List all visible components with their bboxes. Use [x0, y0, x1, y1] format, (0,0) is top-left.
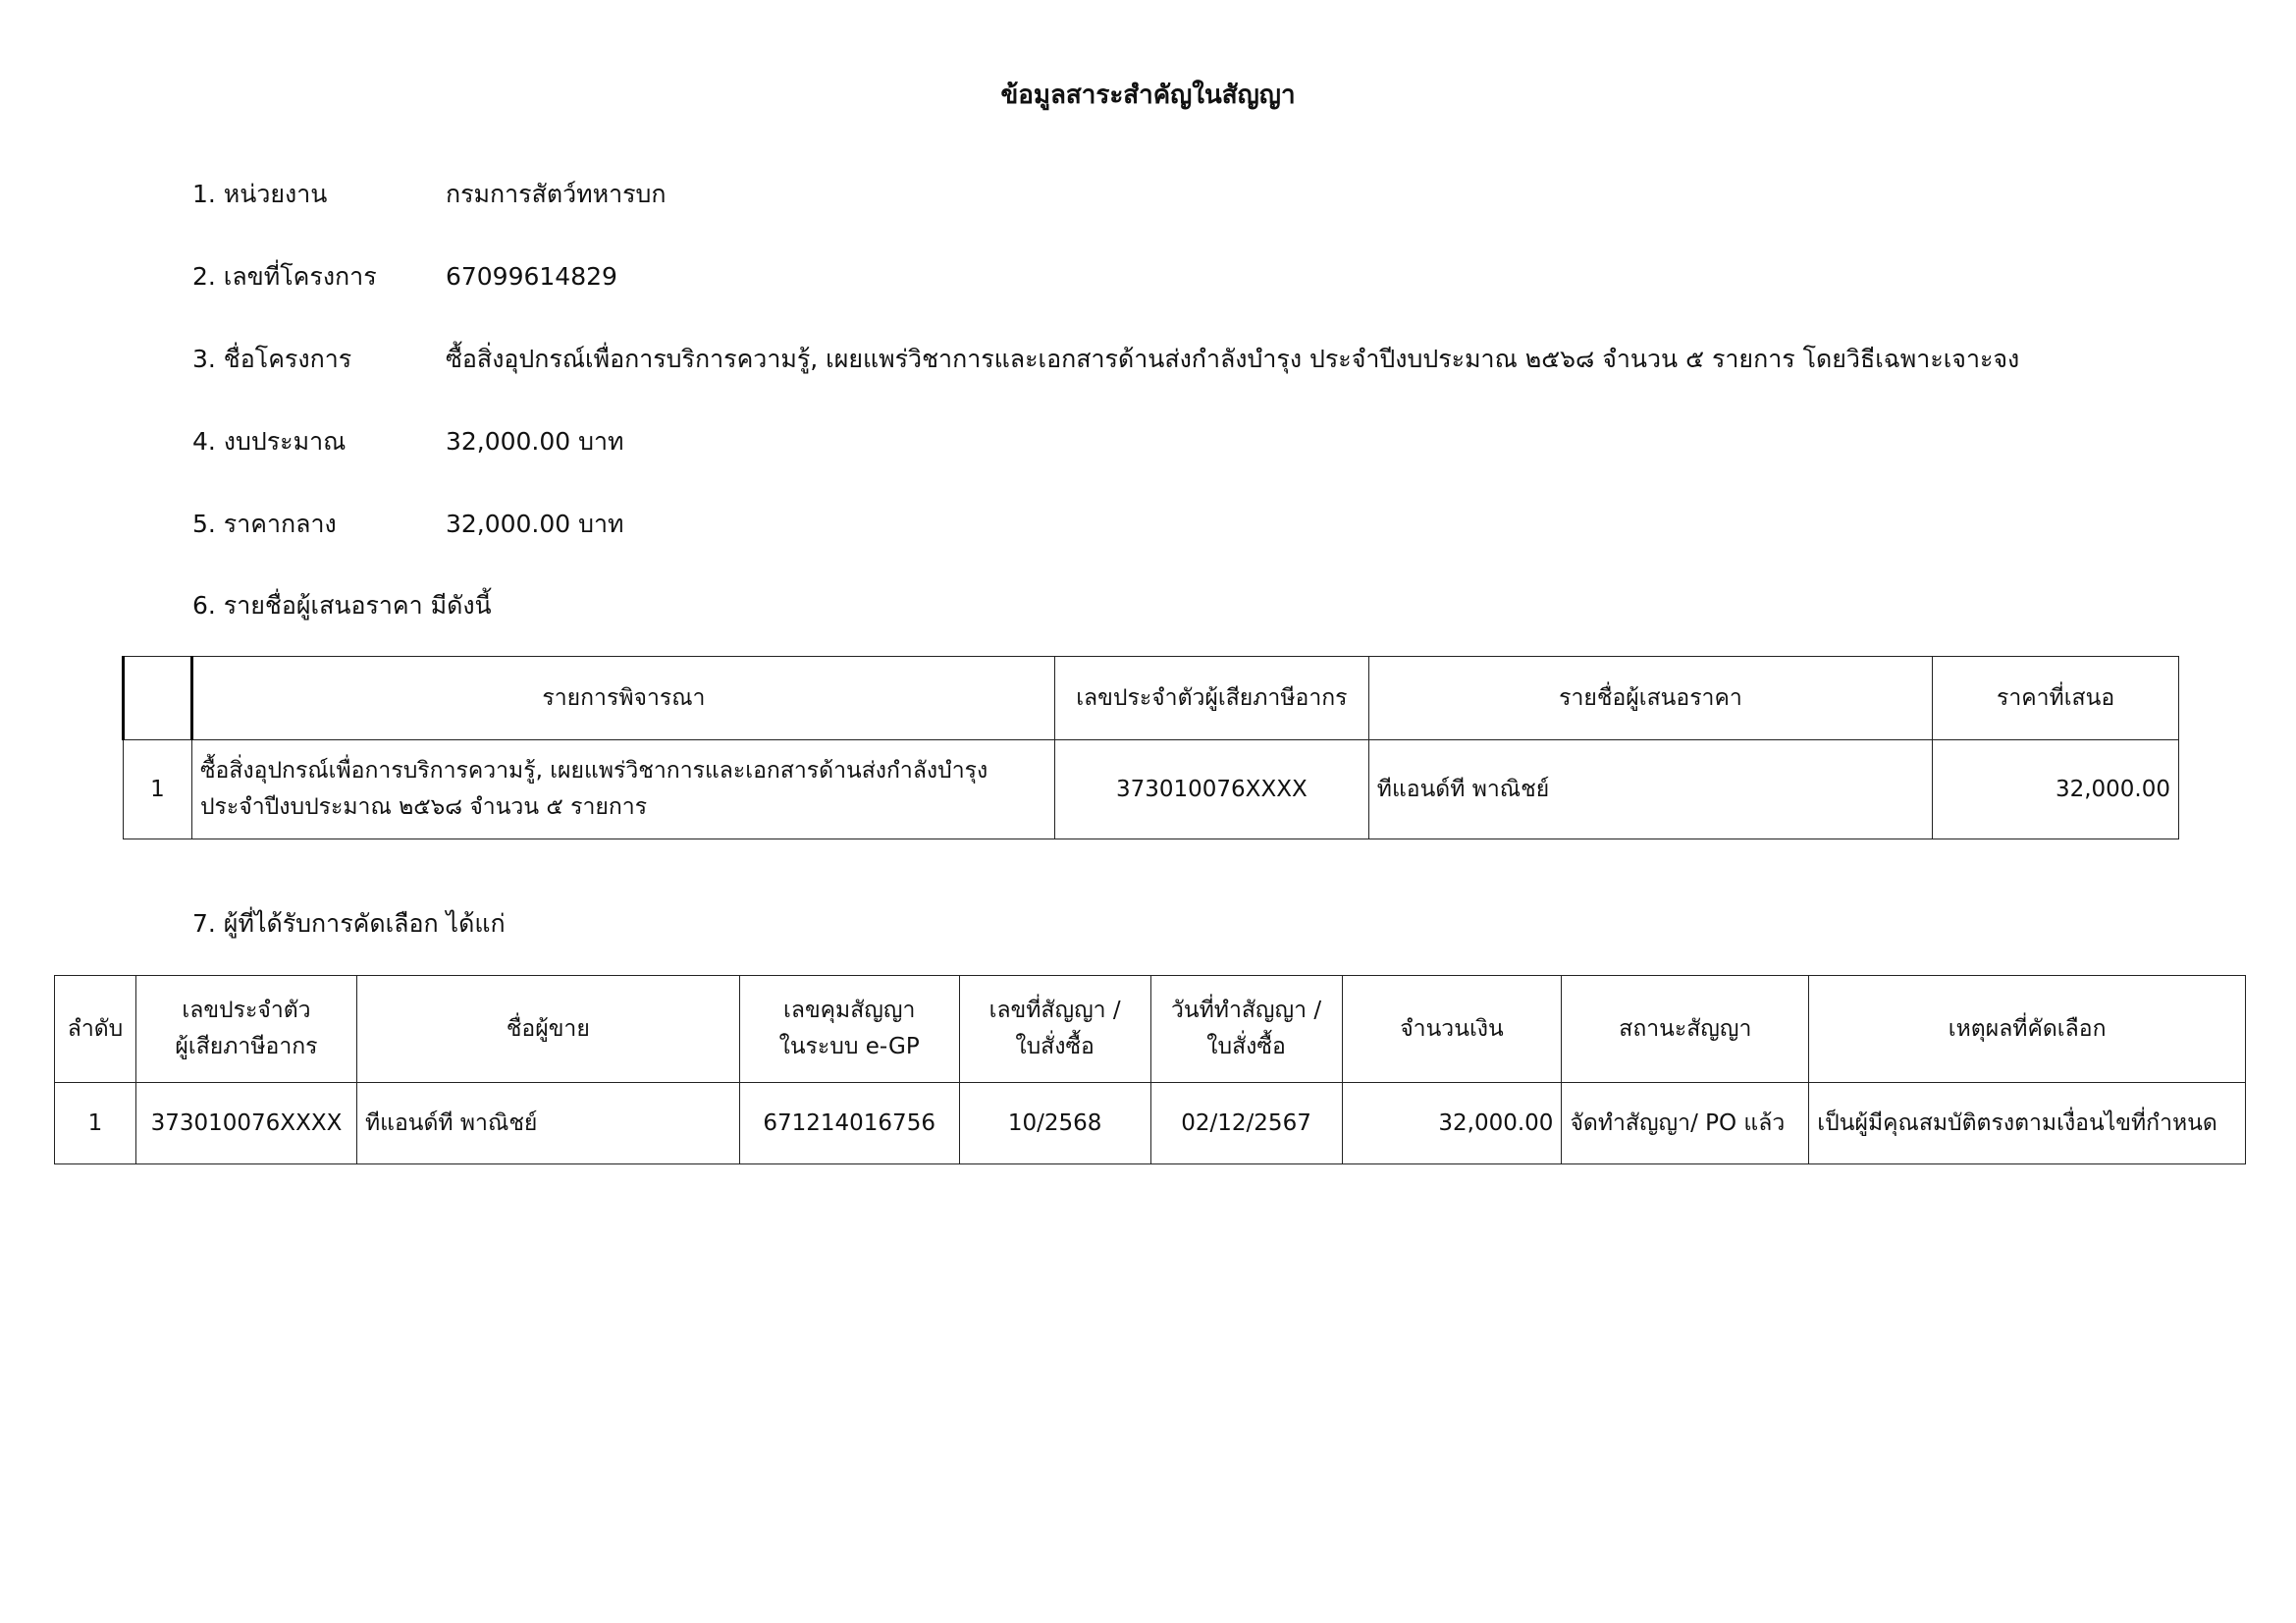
- column-header: [124, 657, 192, 740]
- info-project-name: [192, 340, 2019, 379]
- info-label: 3. ชื่อโครงการ: [192, 345, 352, 373]
- info-project-number: [192, 257, 617, 297]
- column-header-line: เลขประจำตัว: [182, 998, 311, 1024]
- column-header: เหตุผลที่คัดเลือก: [1809, 976, 2246, 1083]
- info-value: ซื้อสิ่งอุปกรณ์เพื่อการบริการความรู้, เผยแพร่วิชาการและเอกสารด้านส่งกำลังบำรุง ประจำปีงบประมาณ ๒๕๖๘ จำนวน ๕ รายการ โดยวิธีเฉพาะเจาะจง: [445, 345, 2020, 373]
- column-header-line: ในระบบ e-GP: [778, 1034, 920, 1059]
- info-value: 32,000.00 บาท: [445, 427, 624, 456]
- info-label: 2. เลขที่โครงการ: [192, 262, 377, 291]
- column-header-line: เลขที่สัญญา /: [988, 998, 1121, 1024]
- row-number: 1: [124, 740, 192, 839]
- selection-reason: เป็นผู้มีคุณสมบัติตรงตามเงื่อนไขที่กำหนด: [1809, 1083, 2246, 1164]
- info-median-price: [192, 505, 624, 544]
- winner-section-label: 7. ผู้ที่ได้รับการคัดเลือก ได้แก่: [192, 909, 506, 938]
- winner-table: [54, 975, 2246, 1164]
- info-value: 67099614829: [445, 262, 617, 291]
- contract-date: 02/12/2567: [1150, 1083, 1342, 1164]
- info-label: 4. งบประมาณ: [192, 427, 347, 456]
- column-header-line: ผู้เสียภาษีอากร: [175, 1034, 318, 1059]
- column-header: ราคาที่เสนอ: [1933, 657, 2179, 740]
- column-header: [135, 976, 356, 1083]
- column-header: จำนวนเงิน: [1342, 976, 1562, 1083]
- column-header: ชื่อผู้ขาย: [356, 976, 739, 1083]
- column-header: เลขประจำตัวผู้เสียภาษีอากร: [1054, 657, 1368, 740]
- table-header-row: [124, 657, 2179, 740]
- info-budget: [192, 422, 624, 461]
- table-row: [55, 1083, 2246, 1164]
- info-value: 32,000.00 บาท: [445, 510, 624, 538]
- tax-id: 373010076XXXX: [1054, 740, 1368, 839]
- offered-price: 32,000.00: [1933, 740, 2179, 839]
- column-header-line: ใบสั่งซื้อ: [1206, 1034, 1286, 1059]
- column-header: สถานะสัญญา: [1562, 976, 1809, 1083]
- contract-status: จัดทำสัญญา/ PO แล้ว: [1562, 1083, 1809, 1164]
- column-header: รายการพิจารณา: [191, 657, 1054, 740]
- item-description-line: ประจำปีงบประมาณ ๒๕๖๘ จำนวน ๕ รายการ: [199, 794, 648, 820]
- info-value: กรมการสัตว์ทหารบก: [445, 180, 667, 208]
- item-description: [191, 740, 1054, 839]
- column-header: [1150, 976, 1342, 1083]
- column-header: รายชื่อผู้เสนอราคา: [1368, 657, 1932, 740]
- item-description-line: ซื้อสิ่งอุปกรณ์เพื่อการบริการความรู้, เผยแพร่วิชาการและเอกสารด้านส่งกำลังบำรุง: [199, 758, 988, 784]
- info-label: 1. หน่วยงาน: [192, 180, 328, 208]
- info-agency: [192, 175, 667, 214]
- column-header: [959, 976, 1150, 1083]
- bidder-name: ทีแอนด์ที พาณิชย์: [1368, 740, 1932, 839]
- seller-name: ทีแอนด์ที พาณิชย์: [356, 1083, 739, 1164]
- column-header-line: เลขคุมสัญญา: [782, 998, 916, 1024]
- tax-id: 373010076XXXX: [135, 1083, 356, 1164]
- table-header-row: [55, 976, 2246, 1083]
- egp-control-number: 671214016756: [739, 1083, 959, 1164]
- column-header-line: ใบสั่งซื้อ: [1015, 1034, 1095, 1059]
- contract-amount: 32,000.00: [1342, 1083, 1562, 1164]
- column-header-line: วันที่ทำสัญญา /: [1171, 998, 1322, 1024]
- column-header: ลำดับ: [55, 976, 136, 1083]
- row-number: 1: [55, 1083, 136, 1164]
- page-title: ข้อมูลสาระสำคัญในสัญญา: [1000, 81, 1296, 110]
- bidders-table: [122, 656, 2179, 839]
- table-row: [124, 740, 2179, 839]
- bidders-section-label: 6. รายชื่อผู้เสนอราคา มีดังนี้: [192, 591, 492, 620]
- contract-number: 10/2568: [959, 1083, 1150, 1164]
- info-label: 5. ราคากลาง: [192, 510, 337, 538]
- column-header: [739, 976, 959, 1083]
